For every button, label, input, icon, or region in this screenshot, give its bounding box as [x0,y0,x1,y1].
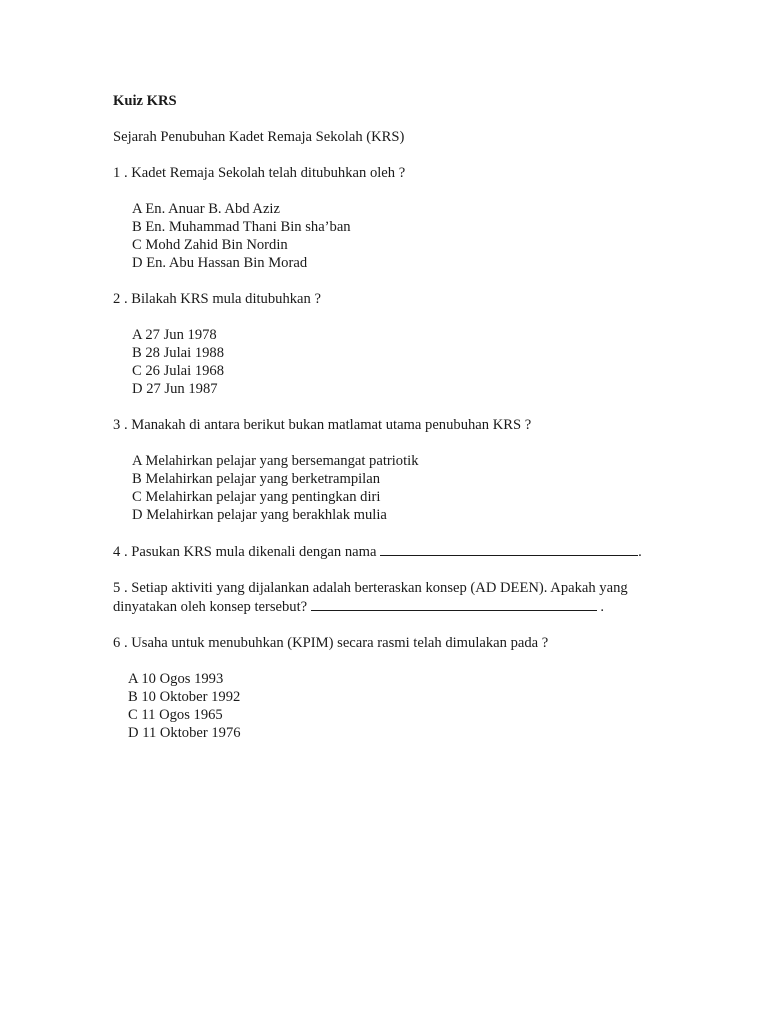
question-5 [113,579,673,616]
question-3-option-b: B Melahirkan pelajar yang berketrampilan [132,471,380,487]
question-3-options [113,452,673,524]
question-6 [113,634,673,742]
question-2-option-b: B 28 Julai 1988 [132,345,225,361]
question-4-text: 4 . Pasukan KRS mula dikenali dengan nama [113,544,381,560]
document-subtitle: Sejarah Penubuhan Kadet Remaja Sekolah (KRS) [113,129,405,145]
question-1-option-a: A En. Anuar B. Abd Aziz [132,201,280,217]
question-3-text: 3 . Manakah di antara berikut bukan matlamat utama penubuhan KRS ? [113,417,532,433]
question-6-option-c: C 11 Ogos 1965 [128,707,223,723]
question-1 [113,164,673,272]
question-4 [113,542,673,561]
question-3-option-d: D Melahirkan pelajar yang berakhlak mulia [132,507,387,523]
question-6-option-a: A 10 Ogos 1993 [128,671,224,687]
question-2-option-c: C 26 Julai 1968 [132,363,225,379]
question-6-options [113,670,673,742]
answer-blank-4 [380,542,638,556]
question-2-text: 2 . Bilakah KRS mula ditubuhkan ? [113,291,321,307]
question-3-option-c: C Melahirkan pelajar yang pentingkan diri [132,489,381,505]
document-title: Kuiz KRS [113,93,177,109]
question-1-option-c: C Mohd Zahid Bin Nordin [132,237,288,253]
question-5-line-1: 5 . Setiap aktiviti yang dijalankan adalah berteraskan konsep (AD DEEN). Apakah yang [113,580,628,596]
question-3-option-a: A Melahirkan pelajar yang bersemangat patriotik [132,453,419,469]
question-1-option-d: D En. Abu Hassan Bin Morad [132,255,308,271]
question-1-option-b: B En. Muhammad Thani Bin sha’ban [132,219,351,235]
question-4-line [113,542,673,561]
question-2-option-a: A 27 Jun 1978 [132,327,217,343]
question-5-suffix: . [596,599,605,615]
question-5-text: dinyatakan oleh konsep tersebut? [113,599,311,615]
answer-blank-5 [311,597,597,611]
question-2-option-d: D 27 Jun 1987 [132,381,218,397]
question-5-line-2 [113,597,673,616]
question-2-options [113,326,673,398]
question-3 [113,416,673,524]
quiz-document [113,92,673,742]
question-1-text: 1 . Kadet Remaja Sekolah telah ditubuhkan oleh ? [113,165,406,181]
question-2 [113,290,673,398]
question-6-option-d: D 11 Oktober 1976 [128,725,241,741]
question-6-option-b: B 10 Oktober 1992 [128,689,241,705]
question-1-options [113,200,673,272]
question-4-suffix: . [638,544,642,560]
question-6-text: 6 . Usaha untuk menubuhkan (KPIM) secara rasmi telah dimulakan pada ? [113,635,549,651]
